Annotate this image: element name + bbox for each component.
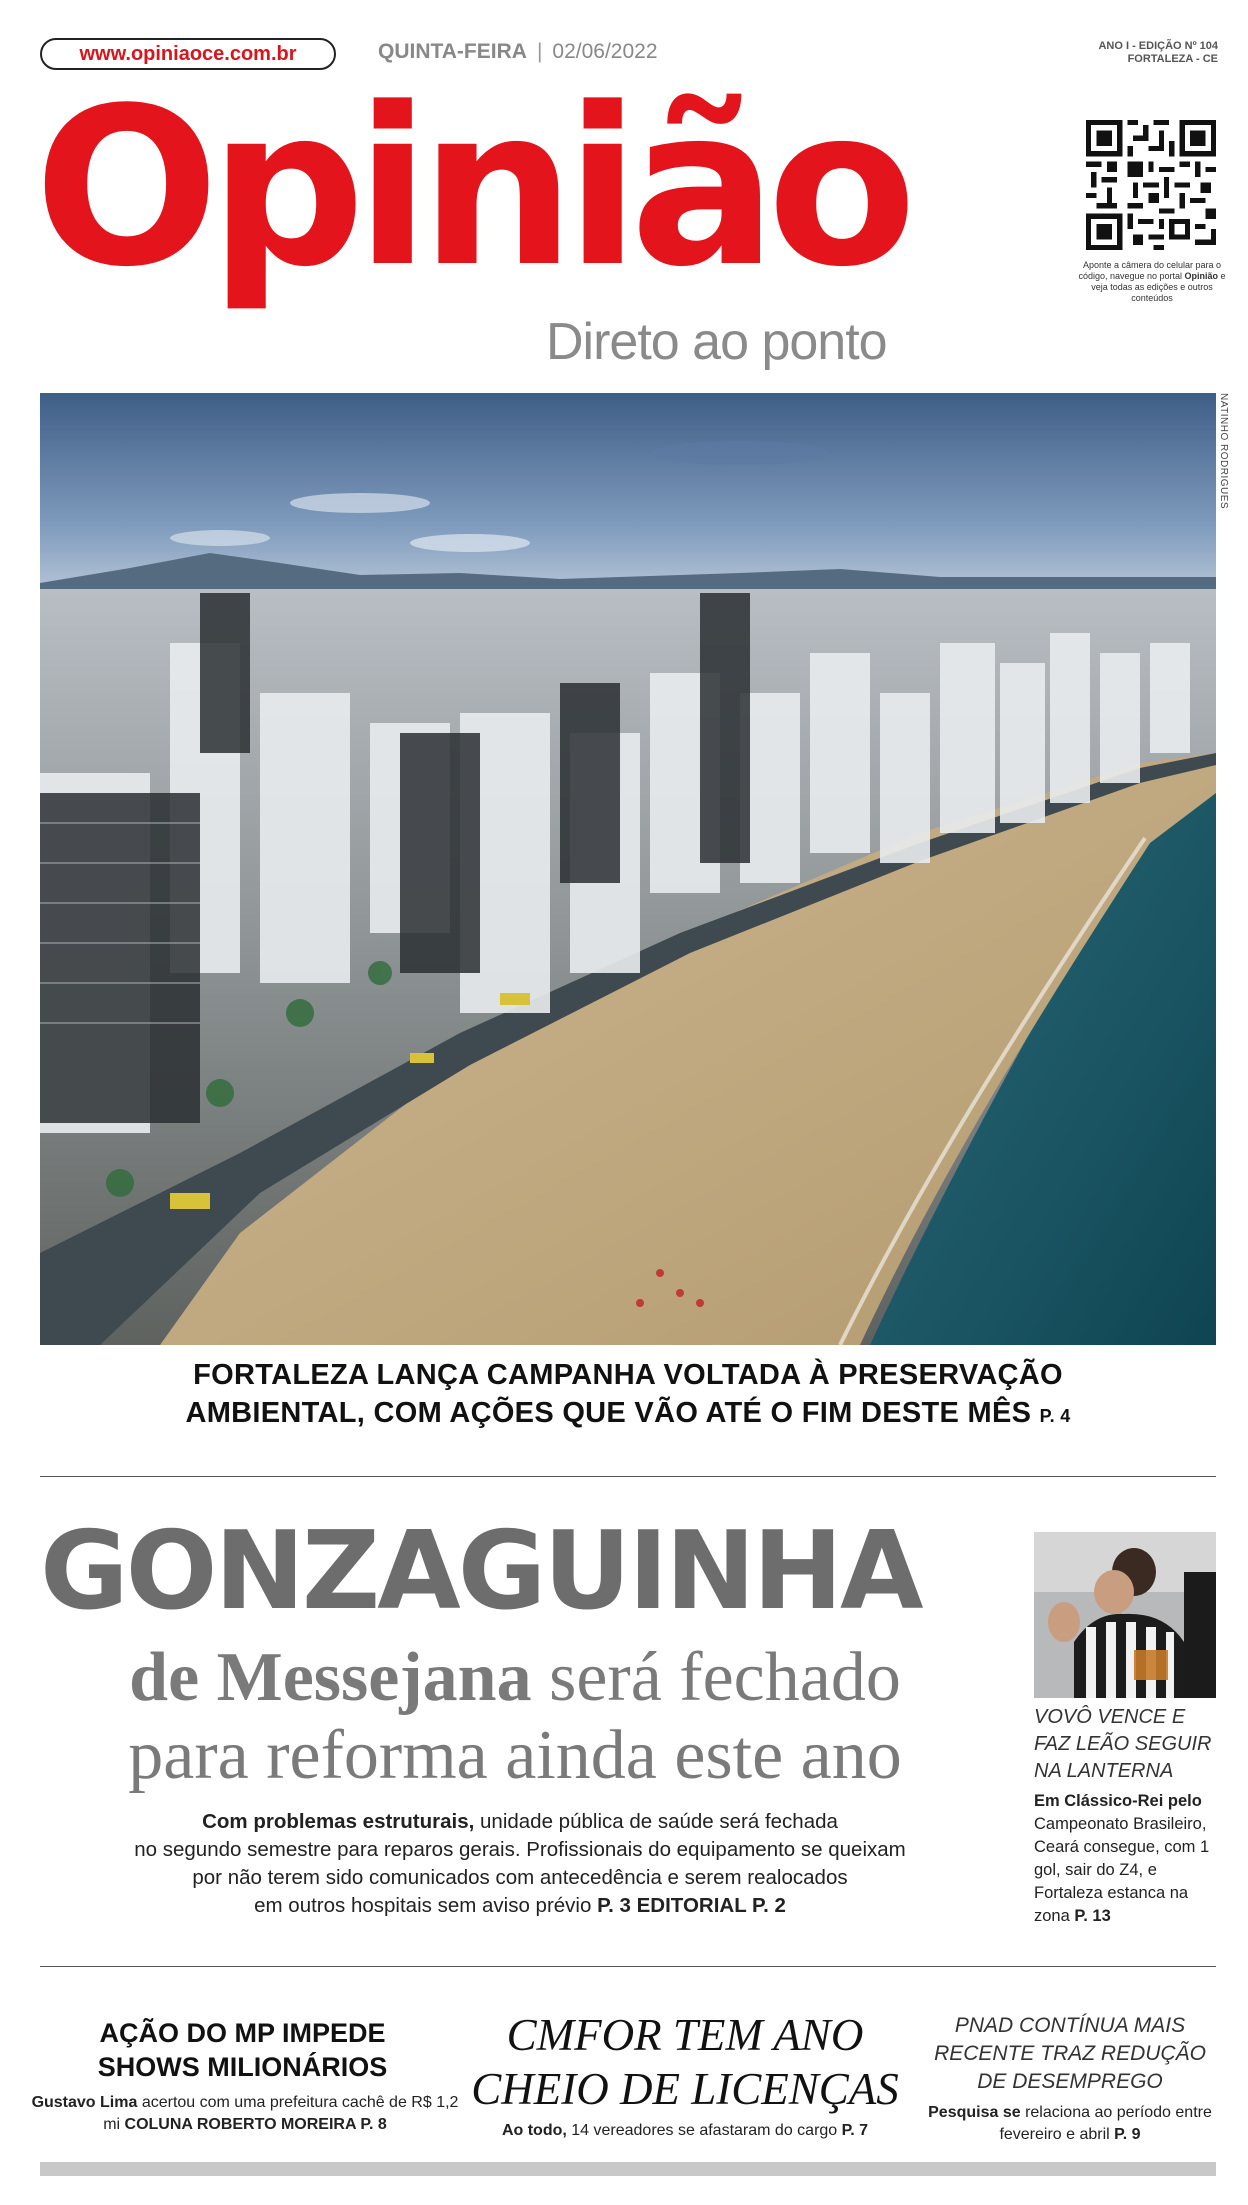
masthead-tagline: Direto ao ponto [546, 313, 887, 371]
bottom-headline-2[interactable]: CMFOR TEM ANO CHEIO DE LICENÇAS [471, 2010, 899, 2114]
bottom-body-2: Ao todo, 14 vereadores se afastaram do cargo P. 7 [501, 2122, 869, 2139]
bottom-body-1: Gustavo Lima acertou com uma prefeitura cachê de R$ 1,2 mi COLUNA ROBERTO MOREIRA P. 8 [31, 2094, 459, 2133]
bottom-headline-1[interactable]: AÇÃO DO MP IMPEDE SHOWS MILIONÁRIOS [97, 2018, 388, 2082]
date-separator: | [536, 40, 543, 63]
bottom-body-3: Pesquisa se relaciona ao período entre fevereiro e abril P. 9 [928, 2104, 1212, 2143]
qr-code-icon[interactable] [1086, 120, 1216, 250]
main-subheadline-1: de Messejana será fechado [129, 1639, 901, 1716]
date-line [378, 40, 658, 64]
hero-headline-line2: AMBIENTAL, COM AÇÕES QUE VÃO ATÉ O FIM DESTE MÊS P. 4 [185, 1397, 1071, 1429]
footer-bar [40, 2162, 1216, 2176]
hero-photo-beach-aerial [40, 393, 1216, 1345]
bottom-ref-1: COLUNA ROBERTO MOREIRA P. 8 [124, 2116, 387, 2133]
hero-page-ref: P. 4 [1039, 1406, 1071, 1426]
hero-headline[interactable] [40, 1356, 1216, 1435]
football-photo-thumbnail [1034, 1532, 1216, 1698]
main-page-refs: P. 3 EDITORIAL P. 2 [597, 1894, 786, 1917]
weekday: QUINTA-FEIRA [378, 40, 527, 63]
masthead-logo: Opinião [34, 62, 907, 315]
main-subheadline-2: para reforma ainda este ano [128, 1717, 902, 1794]
issue-date: 02/06/2022 [552, 40, 658, 63]
bottom-ref-3: P. 9 [1114, 2126, 1141, 2143]
main-headline[interactable]: GONZAGUINHA [40, 1509, 921, 1634]
side-headline[interactable]: VOVÔ VENCE E FAZ LEÃO SEGUIR NA LANTERNA [1034, 1706, 1212, 1782]
bottom-ref-2: P. 7 [841, 2122, 869, 2139]
photo-credit: NATINHO RODRIGUES [1218, 393, 1229, 510]
edition-number: ANO I - EDIÇÃO Nº 104 [1098, 40, 1218, 52]
edition-info [1098, 40, 1218, 66]
main-lede: Com problemas estruturais, unidade pública de saúde será fechada no segundo semestre para reparos gerais. Profissionais do equipamento se queixam por não terem sido comunicados com antecedência e serem realocados em outros hospitais sem aviso prévio P. 3 EDITORIAL P. 2 [134, 1810, 906, 1917]
divider [40, 1966, 1216, 1967]
qr-caption: Aponte a câmera do celular para o código, navegue no portal Opinião e veja todas as edições e outros conteúdos [1078, 260, 1226, 303]
hero-headline-line1: FORTALEZA LANÇA CAMPANHA VOLTADA À PRESERVAÇÃO [193, 1359, 1063, 1391]
website-url[interactable]: www.opiniaoce.com.br [40, 38, 336, 70]
side-page-ref: P. 13 [1074, 1907, 1111, 1925]
divider [40, 1476, 1216, 1477]
edition-city: FORTALEZA - CE [1127, 53, 1218, 65]
side-body: Em Clássico-Rei pelo Campeonato Brasileiro, Ceará consegue, com 1 gol, sair do Z4, e Fortaleza estanca na zona P. 13 [1034, 1792, 1210, 1925]
bottom-headline-3[interactable]: PNAD CONTÍNUA MAIS RECENTE TRAZ REDUÇÃO DE DESEMPREGO [934, 2014, 1206, 2093]
